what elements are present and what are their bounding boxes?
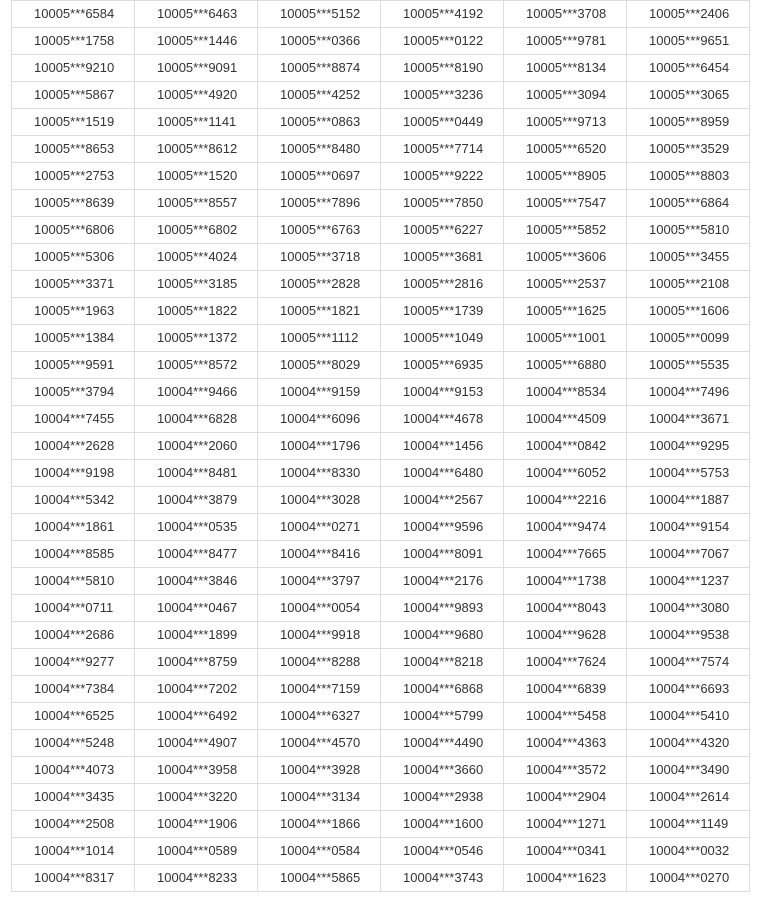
table-cell: 10004***2628 [12, 433, 135, 460]
table-row [12, 730, 750, 757]
table-cell: 10004***0535 [135, 514, 258, 541]
table-cell: 10005***9591 [12, 352, 135, 379]
table-cell: 10005***5152 [258, 1, 381, 28]
table-cell: 10004***2904 [504, 784, 627, 811]
table-row [12, 541, 750, 568]
table-row [12, 379, 750, 406]
table-cell: 10004***9159 [258, 379, 381, 406]
table-row [12, 865, 750, 892]
table-cell: 10005***2828 [258, 271, 381, 298]
table-cell: 10004***9596 [381, 514, 504, 541]
table-cell: 10004***3958 [135, 757, 258, 784]
table-row [12, 568, 750, 595]
table-row [12, 244, 750, 271]
table-cell: 10004***6693 [627, 676, 750, 703]
table-row [12, 838, 750, 865]
table-cell: 10005***6935 [381, 352, 504, 379]
table-cell: 10005***8639 [12, 190, 135, 217]
table-cell: 10004***1906 [135, 811, 258, 838]
table-cell: 10005***6763 [258, 217, 381, 244]
table-row [12, 487, 750, 514]
table-cell: 10005***6463 [135, 1, 258, 28]
table-cell: 10005***8572 [135, 352, 258, 379]
table-row [12, 82, 750, 109]
table-cell: 10005***4192 [381, 1, 504, 28]
table-cell: 10004***2216 [504, 487, 627, 514]
table-cell: 10005***2108 [627, 271, 750, 298]
table-cell: 10004***3671 [627, 406, 750, 433]
table-cell: 10005***0863 [258, 109, 381, 136]
table-cell: 10005***9781 [504, 28, 627, 55]
table-cell: 10004***1600 [381, 811, 504, 838]
table-cell: 10005***7714 [381, 136, 504, 163]
table-cell: 10004***9628 [504, 622, 627, 649]
table-cell: 10005***0366 [258, 28, 381, 55]
table-cell: 10004***7159 [258, 676, 381, 703]
table-cell: 10004***0271 [258, 514, 381, 541]
table-cell: 10004***0054 [258, 595, 381, 622]
table-cell: 10004***3879 [135, 487, 258, 514]
table-cell: 10004***9277 [12, 649, 135, 676]
table-row [12, 217, 750, 244]
table-row [12, 514, 750, 541]
table-cell: 10005***3371 [12, 271, 135, 298]
table-cell: 10004***0032 [627, 838, 750, 865]
table-cell: 10005***1606 [627, 298, 750, 325]
table-cell: 10004***5865 [258, 865, 381, 892]
table-cell: 10004***9154 [627, 514, 750, 541]
table-cell: 10005***1739 [381, 298, 504, 325]
table-cell: 10004***4509 [504, 406, 627, 433]
table-cell: 10004***4363 [504, 730, 627, 757]
table-cell: 10005***3094 [504, 82, 627, 109]
table-row [12, 163, 750, 190]
table-cell: 10004***1796 [258, 433, 381, 460]
table-cell: 10004***6828 [135, 406, 258, 433]
table-cell: 10004***1237 [627, 568, 750, 595]
table-cell: 10005***1446 [135, 28, 258, 55]
table-cell: 10004***8043 [504, 595, 627, 622]
table-cell: 10005***7547 [504, 190, 627, 217]
table-cell: 10005***6227 [381, 217, 504, 244]
table-cell: 10004***1861 [12, 514, 135, 541]
table-cell: 10004***9466 [135, 379, 258, 406]
table-cell: 10004***5753 [627, 460, 750, 487]
table-cell: 10004***3220 [135, 784, 258, 811]
table-cell: 10004***9918 [258, 622, 381, 649]
table-row [12, 325, 750, 352]
table-cell: 10004***5342 [12, 487, 135, 514]
table-cell: 10004***5810 [12, 568, 135, 595]
table-cell: 10004***0589 [135, 838, 258, 865]
table-cell: 10004***4490 [381, 730, 504, 757]
table-cell: 10004***0842 [504, 433, 627, 460]
table-cell: 10005***8480 [258, 136, 381, 163]
table-cell: 10005***2753 [12, 163, 135, 190]
table-cell: 10004***8317 [12, 865, 135, 892]
table-cell: 10005***1625 [504, 298, 627, 325]
table-cell: 10004***0711 [12, 595, 135, 622]
table-cell: 10005***5852 [504, 217, 627, 244]
table-cell: 10005***8134 [504, 55, 627, 82]
table-cell: 10004***9538 [627, 622, 750, 649]
table-cell: 10005***8905 [504, 163, 627, 190]
table-cell: 10005***3606 [504, 244, 627, 271]
table-cell: 10004***0467 [135, 595, 258, 622]
table-cell: 10004***3743 [381, 865, 504, 892]
table-cell: 10004***1899 [135, 622, 258, 649]
table-row [12, 433, 750, 460]
table-cell: 10005***2816 [381, 271, 504, 298]
table-cell: 10004***2176 [381, 568, 504, 595]
table-cell: 10005***3794 [12, 379, 135, 406]
table-cell: 10004***9153 [381, 379, 504, 406]
table-cell: 10005***3718 [258, 244, 381, 271]
table-cell: 10004***3028 [258, 487, 381, 514]
data-table [11, 0, 750, 892]
table-cell: 10004***7202 [135, 676, 258, 703]
table-cell: 10005***8029 [258, 352, 381, 379]
table-cell: 10005***8612 [135, 136, 258, 163]
table-cell: 10005***1520 [135, 163, 258, 190]
table-cell: 10004***9198 [12, 460, 135, 487]
table-cell: 10005***8653 [12, 136, 135, 163]
table-cell: 10005***6454 [627, 55, 750, 82]
table-cell: 10005***2406 [627, 1, 750, 28]
table-cell: 10004***1623 [504, 865, 627, 892]
table-row [12, 136, 750, 163]
table-row [12, 784, 750, 811]
table-cell: 10004***8585 [12, 541, 135, 568]
table-cell: 10005***3708 [504, 1, 627, 28]
table-row [12, 460, 750, 487]
table-row [12, 271, 750, 298]
table-cell: 10004***8288 [258, 649, 381, 676]
table-cell: 10004***1271 [504, 811, 627, 838]
table-row [12, 649, 750, 676]
data-table-container [11, 0, 749, 892]
table-cell: 10005***1001 [504, 325, 627, 352]
table-cell: 10004***8416 [258, 541, 381, 568]
table-cell: 10005***6864 [627, 190, 750, 217]
table-cell: 10005***1821 [258, 298, 381, 325]
table-cell: 10005***6806 [12, 217, 135, 244]
table-cell: 10004***8330 [258, 460, 381, 487]
table-row [12, 352, 750, 379]
table-cell: 10005***0099 [627, 325, 750, 352]
table-cell: 10005***1372 [135, 325, 258, 352]
table-cell: 10005***5535 [627, 352, 750, 379]
table-cell: 10004***2508 [12, 811, 135, 838]
table-row [12, 55, 750, 82]
table-cell: 10005***8803 [627, 163, 750, 190]
table-cell: 10005***9210 [12, 55, 135, 82]
table-cell: 10005***5867 [12, 82, 135, 109]
table-cell: 10005***6520 [504, 136, 627, 163]
table-cell: 10005***1822 [135, 298, 258, 325]
table-cell: 10004***3080 [627, 595, 750, 622]
table-cell: 10004***2614 [627, 784, 750, 811]
table-cell: 10004***5458 [504, 703, 627, 730]
table-cell: 10005***0449 [381, 109, 504, 136]
table-cell: 10004***6480 [381, 460, 504, 487]
table-cell: 10004***5410 [627, 703, 750, 730]
table-cell: 10004***8218 [381, 649, 504, 676]
table-cell: 10004***9295 [627, 433, 750, 460]
table-cell: 10005***5810 [627, 217, 750, 244]
table-cell: 10004***0270 [627, 865, 750, 892]
table-cell: 10004***8091 [381, 541, 504, 568]
table-cell: 10005***8959 [627, 109, 750, 136]
table-cell: 10004***9680 [381, 622, 504, 649]
table-cell: 10004***2567 [381, 487, 504, 514]
table-cell: 10004***3660 [381, 757, 504, 784]
table-cell: 10004***7574 [627, 649, 750, 676]
table-cell: 10005***9091 [135, 55, 258, 82]
table-cell: 10005***7896 [258, 190, 381, 217]
table-row [12, 190, 750, 217]
table-cell: 10005***3681 [381, 244, 504, 271]
table-cell: 10004***8759 [135, 649, 258, 676]
table-cell: 10005***6584 [12, 1, 135, 28]
table-cell: 10005***0697 [258, 163, 381, 190]
table-cell: 10005***6880 [504, 352, 627, 379]
table-cell: 10005***9651 [627, 28, 750, 55]
table-row [12, 1, 750, 28]
table-cell: 10004***6868 [381, 676, 504, 703]
table-cell: 10004***2938 [381, 784, 504, 811]
table-cell: 10004***3435 [12, 784, 135, 811]
table-cell: 10005***1049 [381, 325, 504, 352]
table-cell: 10005***1141 [135, 109, 258, 136]
table-cell: 10005***1963 [12, 298, 135, 325]
table-cell: 10004***0546 [381, 838, 504, 865]
table-cell: 10004***4907 [135, 730, 258, 757]
table-row [12, 757, 750, 784]
table-cell: 10004***3797 [258, 568, 381, 595]
table-cell: 10005***8557 [135, 190, 258, 217]
table-cell: 10004***9474 [504, 514, 627, 541]
table-cell: 10005***0122 [381, 28, 504, 55]
table-cell: 10004***7624 [504, 649, 627, 676]
table-cell: 10005***3455 [627, 244, 750, 271]
table-row [12, 703, 750, 730]
table-cell: 10004***6096 [258, 406, 381, 433]
table-row [12, 595, 750, 622]
table-body [12, 1, 750, 892]
table-cell: 10005***4024 [135, 244, 258, 271]
table-cell: 10004***1456 [381, 433, 504, 460]
table-cell: 10004***1887 [627, 487, 750, 514]
table-cell: 10004***6525 [12, 703, 135, 730]
table-row [12, 298, 750, 325]
table-cell: 10005***2537 [504, 271, 627, 298]
table-cell: 10005***3236 [381, 82, 504, 109]
table-cell: 10004***7384 [12, 676, 135, 703]
table-row [12, 109, 750, 136]
table-cell: 10004***8534 [504, 379, 627, 406]
table-cell: 10004***9893 [381, 595, 504, 622]
table-cell: 10005***7850 [381, 190, 504, 217]
table-cell: 10004***2686 [12, 622, 135, 649]
table-row [12, 28, 750, 55]
table-cell: 10005***9222 [381, 163, 504, 190]
table-cell: 10005***1758 [12, 28, 135, 55]
table-cell: 10004***7496 [627, 379, 750, 406]
table-cell: 10004***1866 [258, 811, 381, 838]
table-cell: 10005***1112 [258, 325, 381, 352]
table-cell: 10004***6492 [135, 703, 258, 730]
table-cell: 10004***8477 [135, 541, 258, 568]
table-cell: 10005***4252 [258, 82, 381, 109]
table-cell: 10005***3529 [627, 136, 750, 163]
table-cell: 10005***5306 [12, 244, 135, 271]
table-cell: 10004***8233 [135, 865, 258, 892]
table-cell: 10005***1519 [12, 109, 135, 136]
table-cell: 10004***0584 [258, 838, 381, 865]
table-row [12, 406, 750, 433]
table-cell: 10004***6052 [504, 460, 627, 487]
table-cell: 10005***8190 [381, 55, 504, 82]
table-row [12, 811, 750, 838]
table-cell: 10004***5799 [381, 703, 504, 730]
table-cell: 10004***8481 [135, 460, 258, 487]
table-cell: 10004***7665 [504, 541, 627, 568]
table-cell: 10005***6802 [135, 217, 258, 244]
table-cell: 10004***4320 [627, 730, 750, 757]
table-cell: 10005***9713 [504, 109, 627, 136]
table-cell: 10004***7067 [627, 541, 750, 568]
table-cell: 10005***3065 [627, 82, 750, 109]
table-cell: 10005***3185 [135, 271, 258, 298]
table-cell: 10004***6327 [258, 703, 381, 730]
table-cell: 10005***8874 [258, 55, 381, 82]
table-cell: 10004***3846 [135, 568, 258, 595]
table-cell: 10004***3490 [627, 757, 750, 784]
table-cell: 10004***4570 [258, 730, 381, 757]
table-cell: 10005***4920 [135, 82, 258, 109]
table-cell: 10004***4678 [381, 406, 504, 433]
table-cell: 10004***7455 [12, 406, 135, 433]
table-cell: 10005***1384 [12, 325, 135, 352]
table-cell: 10004***1738 [504, 568, 627, 595]
table-cell: 10004***1149 [627, 811, 750, 838]
table-row [12, 622, 750, 649]
table-cell: 10004***5248 [12, 730, 135, 757]
table-cell: 10004***0341 [504, 838, 627, 865]
table-cell: 10004***3928 [258, 757, 381, 784]
table-cell: 10004***3572 [504, 757, 627, 784]
table-cell: 10004***6839 [504, 676, 627, 703]
table-cell: 10004***2060 [135, 433, 258, 460]
table-cell: 10004***4073 [12, 757, 135, 784]
table-cell: 10004***3134 [258, 784, 381, 811]
table-cell: 10004***1014 [12, 838, 135, 865]
table-row [12, 676, 750, 703]
